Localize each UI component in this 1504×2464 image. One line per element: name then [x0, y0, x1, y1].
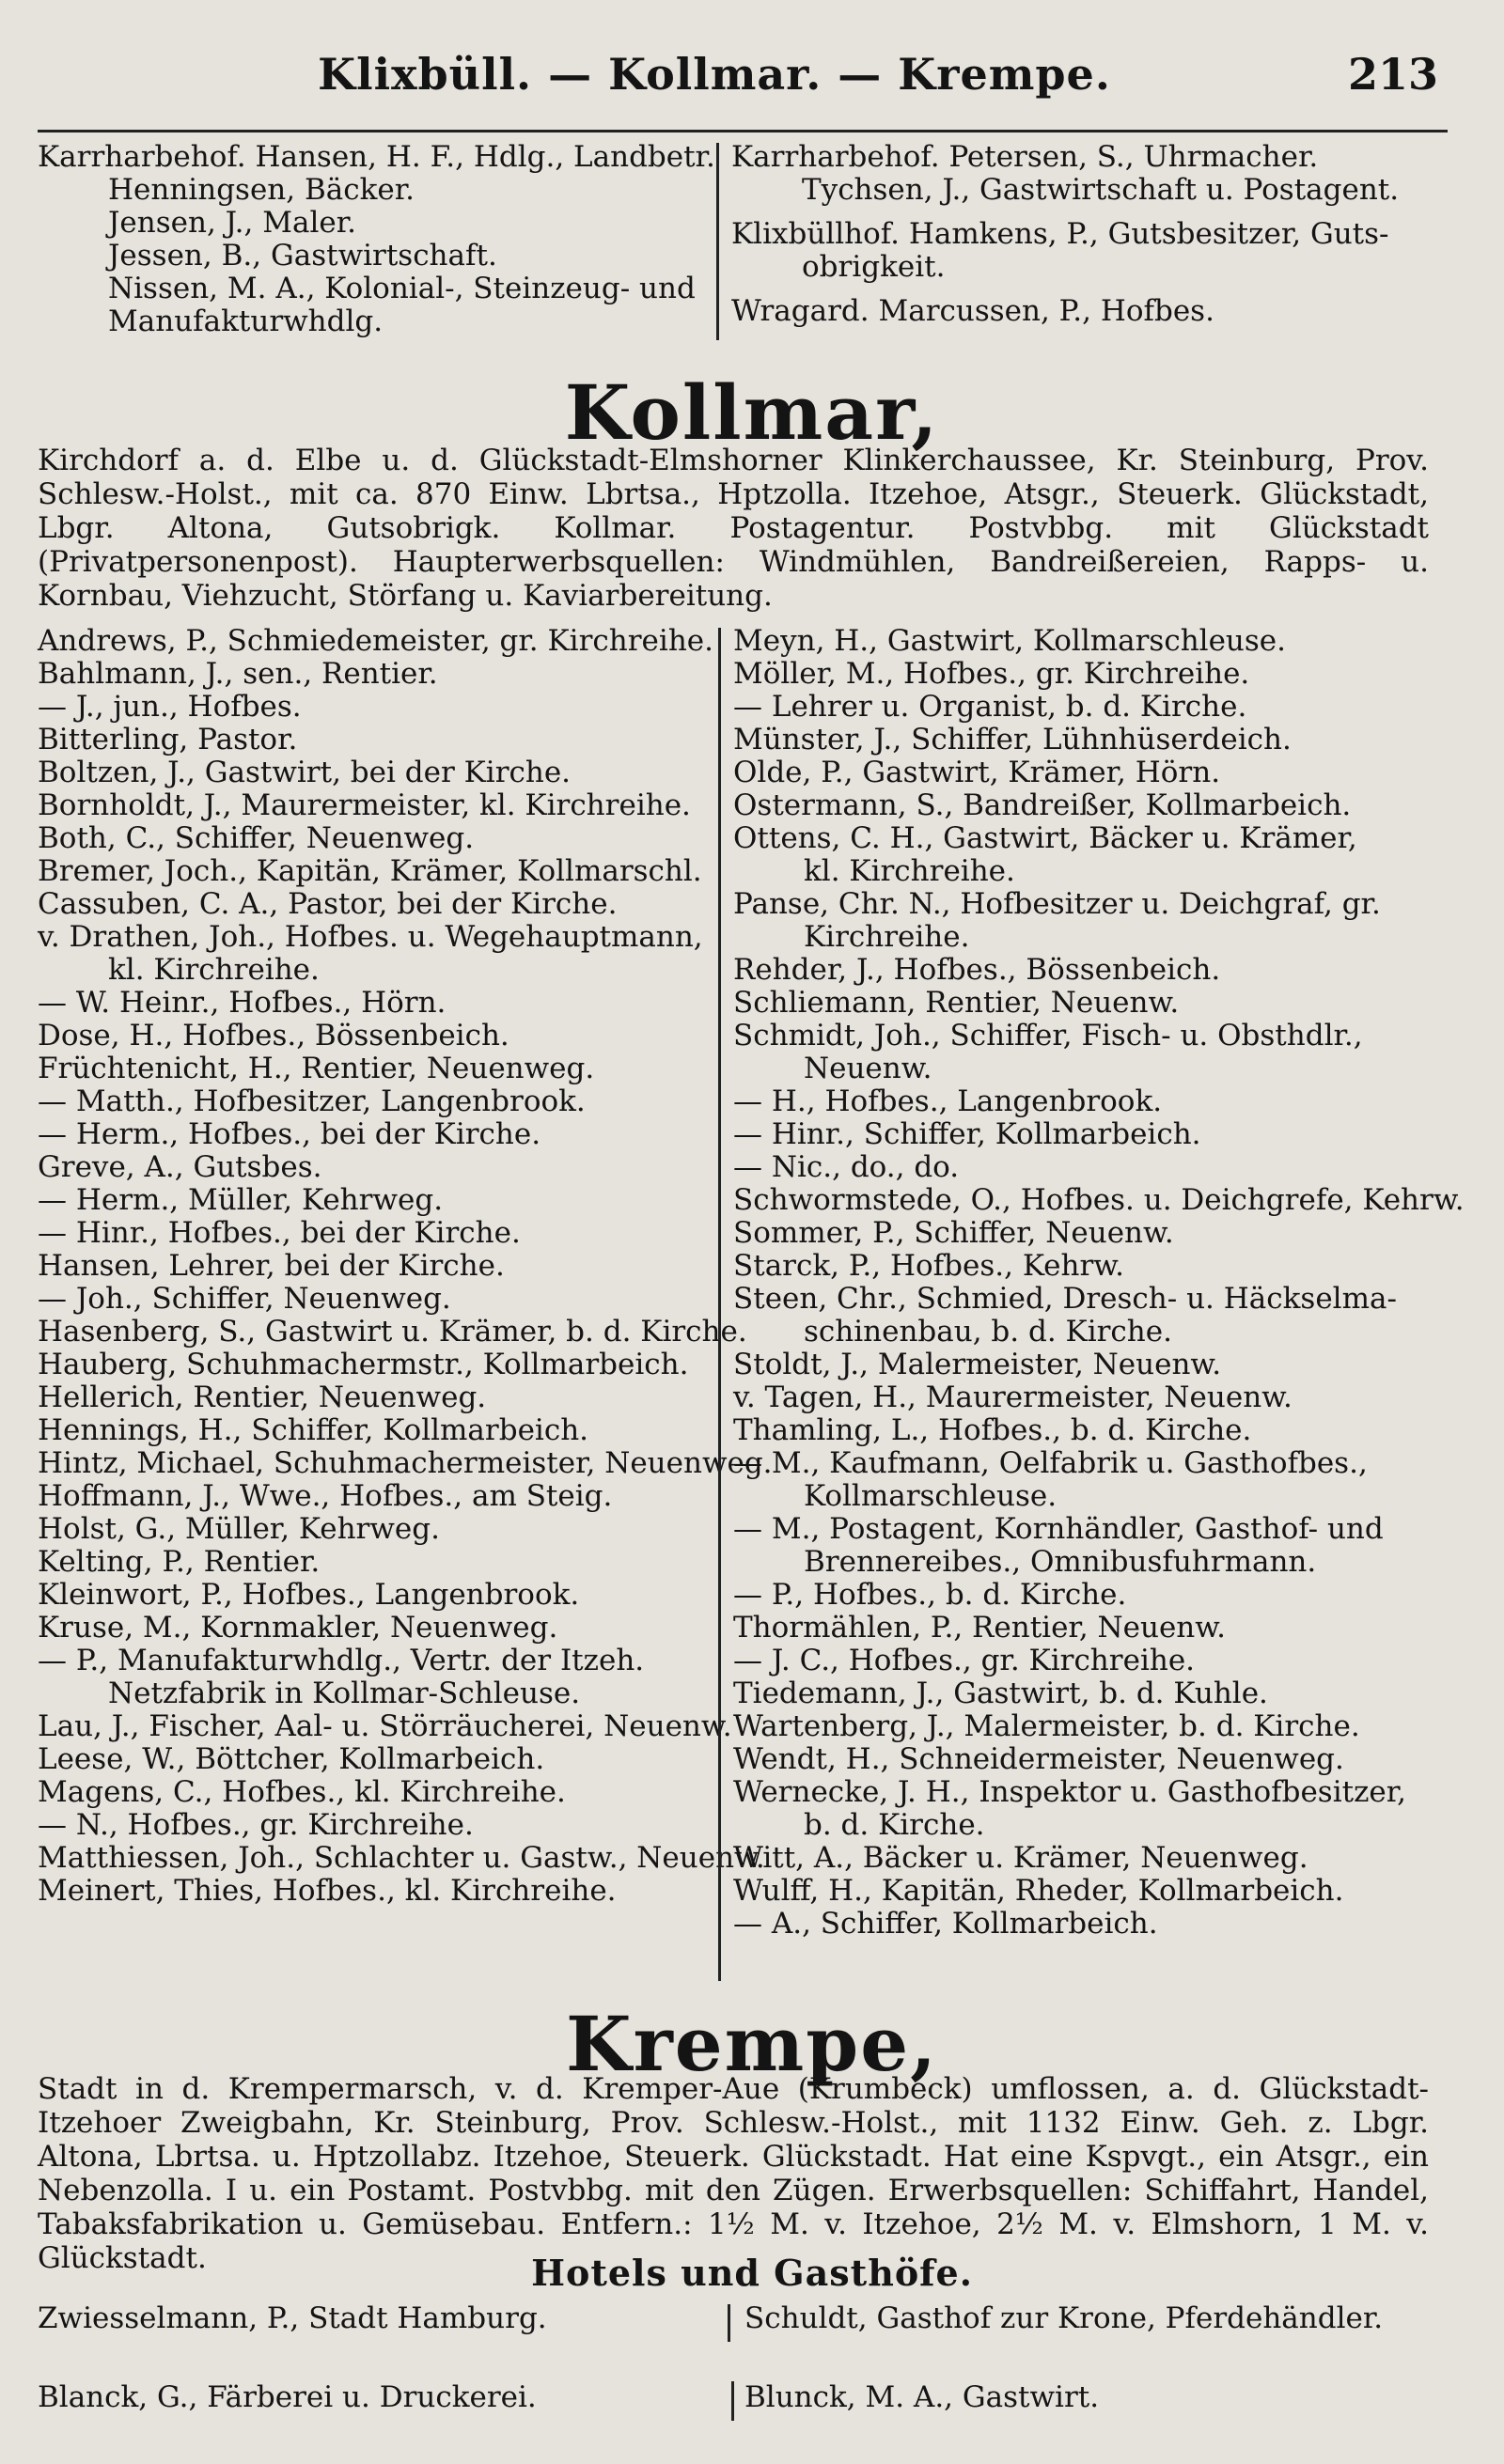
list-item: — Hinr., Hofbes., bei der Kirche.: [38, 1216, 521, 1250]
list-item: obrigkeit.: [802, 250, 946, 284]
list-item: — P., Manufakturwhdlg., Vertr. der Itzeh.: [38, 1644, 645, 1677]
klixbuell-left-column: [38, 140, 715, 338]
list-item: Schmidt, Joh., Schiffer, Fisch- u. Obsthdlr.,: [733, 1019, 1363, 1053]
list-item: — Joh., Schiffer, Neuenweg.: [38, 1282, 451, 1316]
list-item: Schuldt, Gasthof zur Krone, Pferdehändler.: [744, 2301, 1384, 2335]
list-item: — Hinr., Schiffer, Kollmarbeich.: [733, 1117, 1201, 1151]
list-item: Wendt, H., Schneidermeister, Neuenweg.: [733, 1742, 1344, 1776]
list-item: Witt, A., Bäcker u. Krämer, Neuenweg.: [733, 1841, 1308, 1875]
list-item: Ostermann, S., Bandreißer, Kollmarbeich.: [733, 788, 1352, 822]
list-item: Schliemann, Rentier, Neuenw.: [733, 986, 1180, 1020]
list-item: — Nic., do., do.: [733, 1150, 960, 1184]
column-divider: [716, 143, 719, 340]
list-item: Blunck, M. A., Gastwirt.: [744, 2380, 1100, 2414]
section-title-krempe: Krempe,: [566, 2000, 938, 2088]
list-item: Boltzen, J., Gastwirt, bei der Kirche.: [38, 756, 572, 789]
list-item: Hauberg, Schuhmachermstr., Kollmarbeich.: [38, 1348, 689, 1381]
list-item: — J., jun., Hofbes.: [38, 690, 302, 724]
list-item: Both, C., Schiffer, Neuenweg.: [38, 821, 475, 855]
list-item: — P., Hofbes., b. d. Kirche.: [733, 1578, 1127, 1612]
klixbuell-right-column: [731, 141, 1465, 328]
list-item: — J. C., Hofbes., gr. Kirchreihe.: [733, 1644, 1196, 1677]
list-item: v. Drathen, Joh., Hofbes. u. Wegehauptmann,: [38, 920, 703, 954]
list-item: Thormählen, P., Rentier, Neuenw.: [733, 1611, 1226, 1645]
list-item: Münster, J., Schiffer, Lühnhüserdeich.: [733, 723, 1292, 756]
list-item: Neuenw.: [804, 1052, 932, 1085]
list-item: v. Tagen, H., Maurermeister, Neuenw.: [733, 1380, 1292, 1414]
list-item: — Herm., Hofbes., bei der Kirche.: [38, 1117, 541, 1151]
list-item: Hoffmann, J., Wwe., Hofbes., am Steig.: [38, 1479, 613, 1513]
section-title-kollmar: Kollmar,: [564, 368, 940, 457]
list-item: Steen, Chr., Schmied, Dresch- u. Häckselma-: [733, 1282, 1397, 1316]
list-item: Jessen, B., Gastwirtschaft.: [108, 239, 497, 273]
list-item: Tychsen, J., Gastwirtschaft u. Postagent.: [802, 173, 1400, 207]
list-item: Brennereibes., Omnibusfuhrmann.: [804, 1545, 1317, 1579]
list-item: Wartenberg, J., Malermeister, b. d. Kirche.: [733, 1709, 1360, 1743]
running-head: Klixbüll. — Kollmar. — Krempe.: [318, 49, 1111, 100]
list-item: Lau, J., Fischer, Aal- u. Störräucherei, Neuenw.: [38, 1709, 732, 1743]
page-number: 213: [1347, 49, 1438, 100]
list-item: Stoldt, J., Malermeister, Neuenw.: [733, 1348, 1222, 1381]
list-item: b. d. Kirche.: [804, 1808, 985, 1842]
list-item: Jensen, J., Maler.: [108, 206, 356, 240]
list-item: Leese, W., Böttcher, Kollmarbeich.: [38, 1742, 545, 1776]
list-item: Meinert, Thies, Hofbes., kl. Kirchreihe.: [38, 1874, 617, 1908]
list-item: kl. Kirchreihe.: [108, 953, 320, 987]
list-item: Klixbüllhof. Hamkens, P., Gutsbesitzer, Guts-: [731, 217, 1389, 251]
list-item: Panse, Chr. N., Hofbesitzer u. Deichgraf, gr.: [733, 887, 1381, 921]
list-item: Rehder, J., Hofbes., Bössenbeich.: [733, 953, 1221, 987]
list-item: Bornholdt, J., Maurermeister, kl. Kirchreihe.: [38, 788, 691, 822]
list-item: Sommer, P., Schiffer, Neuenw.: [733, 1216, 1174, 1250]
list-item: Bitterling, Pastor.: [38, 723, 298, 756]
list-item: Kirchreihe.: [804, 920, 970, 954]
list-item: Magens, C., Hofbes., kl. Kirchreihe.: [38, 1775, 566, 1809]
list-item: Greve, A., Gutsbes.: [38, 1150, 322, 1184]
list-item: Früchtenicht, H., Rentier, Neuenweg.: [38, 1052, 595, 1085]
list-item: Hennings, H., Schiffer, Kollmarbeich.: [38, 1413, 589, 1447]
list-item: Kruse, M., Kornmakler, Neuenweg.: [38, 1611, 558, 1645]
krempe-hotels-left: [38, 2302, 714, 2335]
list-item: Ottens, C. H., Gastwirt, Bäcker u. Krämer,: [733, 821, 1357, 855]
list-item: Thamling, L., Hofbes., b. d. Kirche.: [733, 1413, 1252, 1447]
list-item: — M., Postagent, Kornhändler, Gasthof- und: [733, 1512, 1384, 1546]
list-item: — H., Hofbes., Langenbrook.: [733, 1084, 1163, 1118]
list-item: — N., Hofbes., gr. Kirchreihe.: [38, 1808, 474, 1842]
krempe-other-right: [744, 2381, 1459, 2414]
list-item: Hasenberg, S., Gastwirt u. Krämer, b. d. Kirche.: [38, 1315, 747, 1349]
kollmar-right-column: [733, 625, 1466, 1941]
kollmar-left-column: [38, 624, 773, 1908]
list-item: kl. Kirchreihe.: [804, 854, 1015, 888]
list-item: Kelting, P., Rentier.: [38, 1545, 321, 1579]
list-item: Bremer, Joch., Kapitän, Krämer, Kollmarschl.: [38, 854, 702, 888]
list-item: Manufakturwhdlg.: [108, 304, 384, 338]
list-item: Bahlmann, J., sen., Rentier.: [38, 657, 438, 691]
list-item: Karrharbehof. Hansen, H. F., Hdlg., Landbetr.: [38, 140, 715, 174]
list-item: Nissen, M. A., Kolonial-, Steinzeug- und: [108, 272, 696, 305]
list-item: Wernecke, J. H., Inspektor u. Gasthofbesitzer,: [733, 1775, 1407, 1809]
list-item: Meyn, H., Gastwirt, Kollmarschleuse.: [733, 624, 1287, 658]
list-item: Starck, P., Hofbes., Kehrw.: [733, 1249, 1124, 1283]
list-item: Cassuben, C. A., Pastor, bei der Kirche.: [38, 887, 618, 921]
krempe-other-left: [38, 2381, 714, 2414]
list-item: Schwormstede, O., Hofbes. u. Deichgrefe, Kehrw.: [733, 1183, 1465, 1217]
list-item: Netzfabrik in Kollmar-Schleuse.: [108, 1676, 581, 1710]
list-item: — M., Kaufmann, Oelfabrik u. Gasthofbes.,: [733, 1446, 1368, 1480]
krempe-hotels-right: [744, 2302, 1459, 2335]
list-item: Holst, G., Müller, Kehrweg.: [38, 1512, 440, 1546]
list-item: Hellerich, Rentier, Neuenweg.: [38, 1380, 487, 1414]
list-item: — Herm., Müller, Kehrweg.: [38, 1183, 444, 1217]
list-item: Wragard. Marcussen, P., Hofbes.: [731, 294, 1214, 328]
list-item: Andrews, P., Schmiedemeister, gr. Kirchreihe.: [38, 624, 713, 658]
column-divider: [731, 2381, 734, 2421]
kollmar-intro: Kirchdorf a. d. Elbe u. d. Glückstadt-Elmshorner Klinkerchaussee, Kr. Steinburg, Prov. Schlesw.-Holst., mit ca. 870 Einw. Lbrtsa., Hptzolla. Itzehoe, Atsgr., Steuerk. Glückstadt, Lbgr. Altona, Gutsobrigk. Kollmar. Postagentur. Postvbbg. mit Glückstadt (Privatpersonenpost). Haupterwerbsquellen: Windmühlen, Bandreißereien, Rapps- u. Kornbau, Viehzucht, Störfang u. Kaviarbereitung.: [38, 444, 1429, 613]
column-divider: [728, 2304, 730, 2342]
hotels-heading: Hotels und Gasthöfe.: [531, 2252, 973, 2294]
list-item: — Lehrer u. Organist, b. d. Kirche.: [733, 690, 1247, 724]
list-item: Matthiessen, Joh., Schlachter u. Gastw., Neuenw.: [38, 1841, 765, 1875]
list-item: — Matth., Hofbesitzer, Langenbrook.: [38, 1084, 586, 1118]
list-item: Möller, M., Hofbes., gr. Kirchreihe.: [733, 657, 1250, 691]
list-item: — W. Heinr., Hofbes., Hörn.: [38, 986, 446, 1020]
list-item: Olde, P., Gastwirt, Krämer, Hörn.: [733, 756, 1221, 789]
column-divider: [718, 628, 721, 1981]
list-item: schinenbau, b. d. Kirche.: [804, 1315, 1172, 1349]
list-item: Kollmarschleuse.: [804, 1479, 1058, 1513]
list-item: Tiedemann, J., Gastwirt, b. d. Kuhle.: [733, 1676, 1268, 1710]
list-item: Karrharbehof. Petersen, S., Uhrmacher.: [731, 140, 1319, 174]
list-item: Dose, H., Hofbes., Bössenbeich.: [38, 1019, 509, 1053]
header-rule: [38, 130, 1448, 133]
krempe-intro: Stadt in d. Krempermarsch, v. d. Kremper-Aue (Krumbeck) umflossen, a. d. Glückstadt-Itzehoer Zweigbahn, Kr. Steinburg, Prov. Schlesw.-Holst., mit 1132 Einw. Geh. z. Lbgr. Altona, Lbrtsa. u. Hptzollabz. Itzehoe, Steuerk. Glückstadt. Hat eine Kspvgt., ein Atsgr., ein Nebenzolla. I u. ein Postamt. Postvbbg. mit den Zügen. Erwerbsquellen: Schiffahrt, Handel, Tabaksfabrikation u. Gemüsebau. Entfern.: 1½ M. v. Itzehoe, 2½ M. v. Elmshorn, 1 M. v. Glückstadt.: [38, 2072, 1429, 2275]
list-item: — A., Schiffer, Kollmarbeich.: [733, 1907, 1158, 1941]
list-item: Hansen, Lehrer, bei der Kirche.: [38, 1249, 505, 1283]
list-item: Wulff, H., Kapitän, Rheder, Kollmarbeich.: [733, 1874, 1344, 1908]
list-item: Zwiesselmann, P., Stadt Hamburg.: [38, 2301, 547, 2335]
list-item: Hintz, Michael, Schuhmachermeister, Neuenweg.: [38, 1446, 773, 1480]
list-item: Blanck, G., Färberei u. Druckerei.: [38, 2380, 537, 2414]
list-item: Kleinwort, P., Hofbes., Langenbrook.: [38, 1578, 580, 1612]
list-item: Henningsen, Bäcker.: [108, 173, 415, 207]
